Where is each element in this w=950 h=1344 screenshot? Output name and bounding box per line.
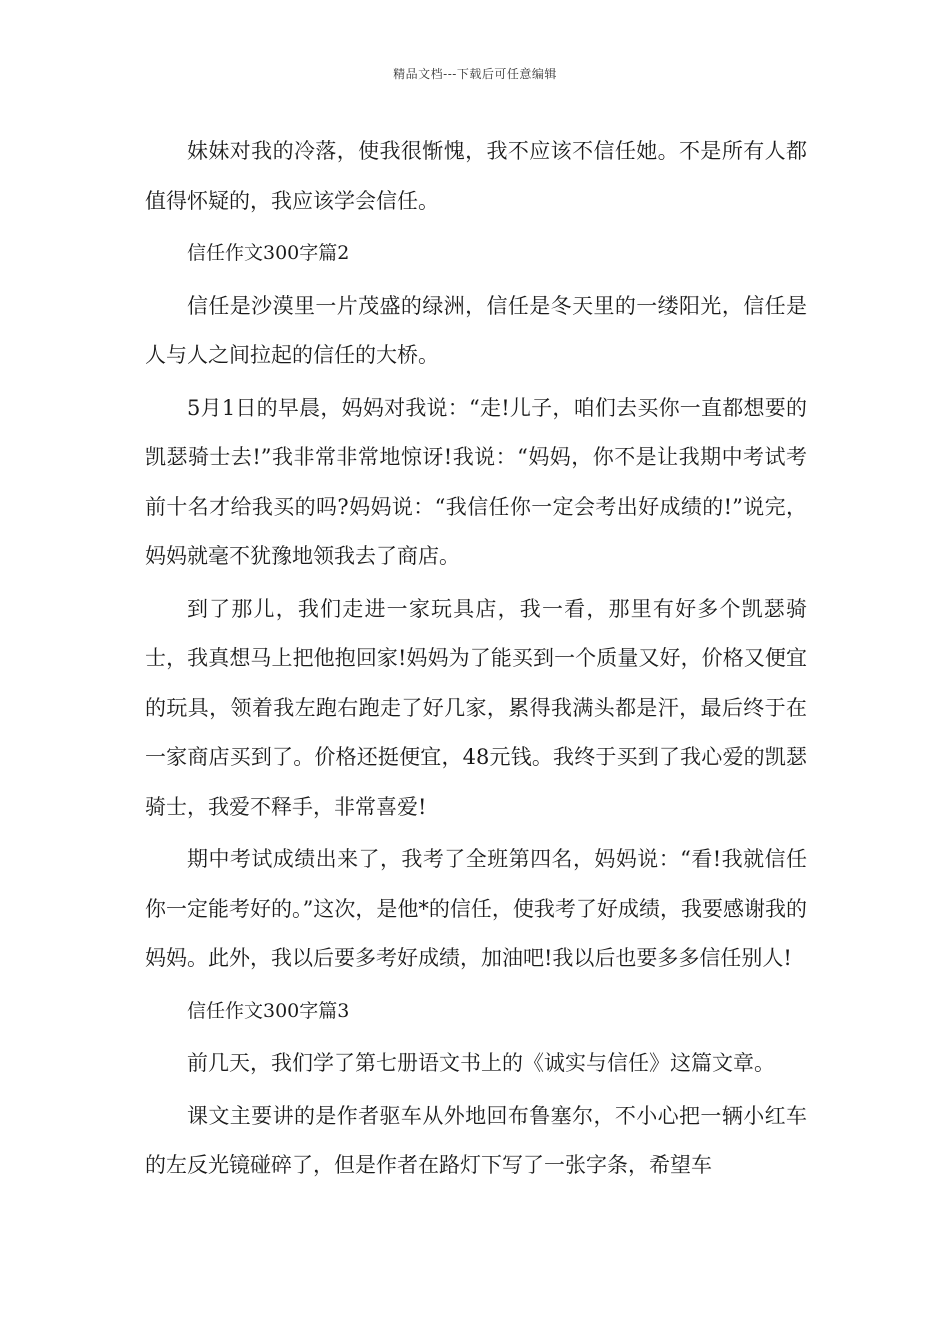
paragraph: 5月1日的早晨，妈妈对我说：“走!儿子，咱们去买你一直都想要的凯瑟骑士去!”我非常非常地惊讶!我说：“妈妈，你不是让我期中考试考前十名才给我买的吗?妈妈说：“我信任你一定会考出好成绩的!”说完，妈妈就毫不犹豫地领我去了商店。 (145, 395, 807, 568)
document-body (145, 127, 807, 1194)
section-heading: 信任作文300字篇2 (187, 242, 350, 264)
section-heading: 信任作文300字篇3 (187, 999, 350, 1022)
page-header: 精品文档---下载后可任意编辑 (393, 67, 557, 81)
paragraph: 妹妹对我的冷落，使我很惭愧，我不应该不信任她。不是所有人都值得怀疑的，我应该学会信任。 (145, 139, 807, 213)
paragraph: 期中考试成绩出来了，我考了全班第四名，妈妈说：“看!我就信任你一定能考好的。”这次，是他*的信任，使我考了好成绩，我要感谢我的妈妈。此外，我以后要多考好成绩，加油吧!我以后也要多多信任别人! (145, 847, 807, 970)
paragraph: 课文主要讲的是作者驱车从外地回布鲁塞尔，不小心把一辆小红车的左反光镜碰碎了，但是作者在路灯下写了一张字条，希望车 (145, 1103, 807, 1177)
paragraph: 信任是沙漠里一片茂盛的绿洲，信任是冬天里的一缕阳光，信任是人与人之间拉起的信任的大桥。 (145, 293, 807, 367)
paragraph: 到了那儿，我们走进一家玩具店，我一看，那里有好多个凯瑟骑士，我真想马上把他抱回家!妈妈为了能买到一个质量又好，价格又便宜的玩具，领着我左跑右跑走了好几家，累得我满头都是汗，最后终于在一家商店买到了。价格还挺便宜，48元钱。我终于买到了我心爱的凯瑟骑士，我爱不释手，非常喜爱! (145, 596, 807, 819)
paragraph: 前几天，我们学了第七册语文书上的《诚实与信任》这篇文章。 (187, 1051, 775, 1075)
